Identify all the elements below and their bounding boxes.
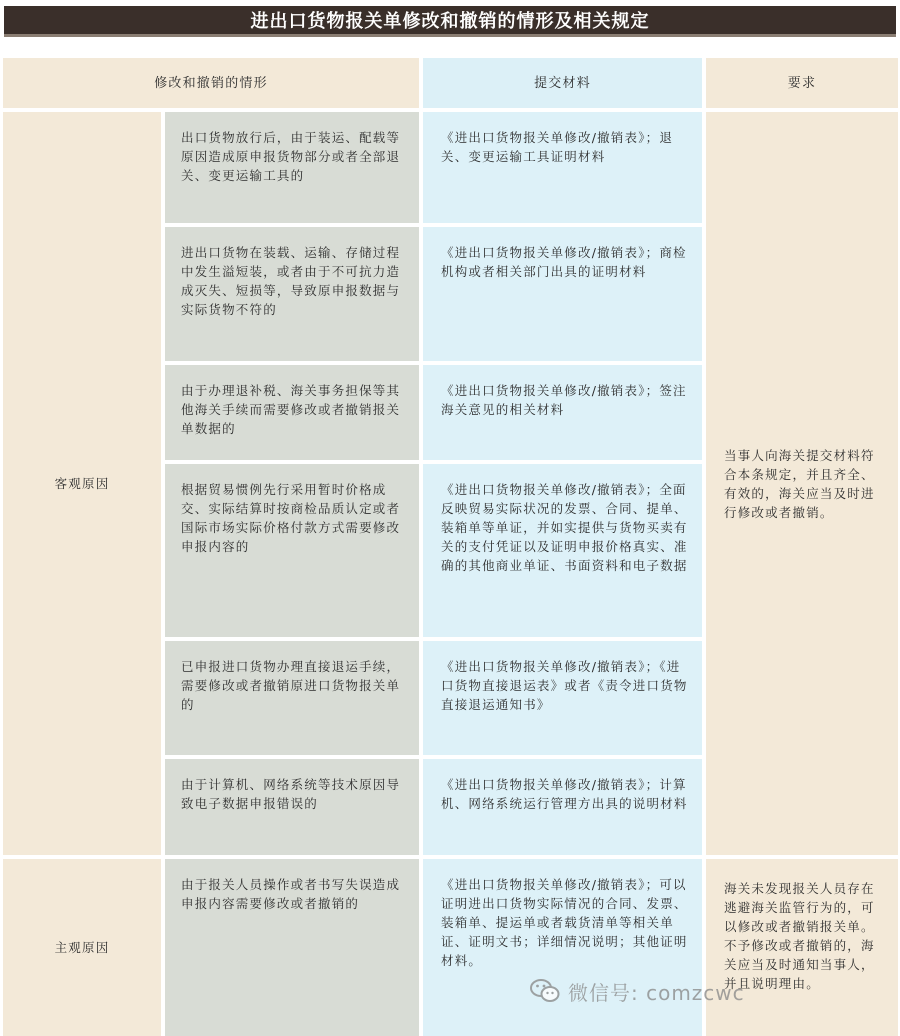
materials-row-3: 《进出口货物报关单修改/撤销表》；签注海关意见的相关材料	[423, 365, 702, 460]
situation-row-6: 由于计算机、网络系统等技术原因导致电子数据申报错误的	[165, 759, 419, 855]
header-materials-label: 提交材料	[534, 75, 591, 91]
page-title: 进出口货物报关单修改和撤销的情形及相关规定	[250, 11, 650, 32]
requirement-subjective: 海关未发现报关人员存在逃避海关监管行为的，可以修改或者撤销报关单。不予修改或者撤销的，海关应当及时通知当事人，并且说明理由。	[706, 859, 898, 1036]
header-situation-label: 修改和撤销的情形	[154, 75, 268, 91]
situation-row-4: 根据贸易惯例先行采用暂时价格成交、实际结算时按商检品质认定或者国际市场实际价格付款方式需要修改申报内容的	[165, 464, 419, 637]
header-requirement-label: 要求	[787, 75, 817, 91]
header-requirement	[706, 58, 898, 108]
situation-row-1: 出口货物放行后，由于装运、配载等原因造成原申报货物部分或者全部退关、变更运输工具的	[165, 112, 419, 223]
header-situation	[3, 58, 419, 108]
situation-subjective: 由于报关人员操作或者书写失误造成申报内容需要修改或者撤销的	[165, 859, 419, 1036]
wechat-watermark	[530, 974, 745, 1008]
category-objective-label: 客观原因	[54, 476, 110, 491]
materials-row-2: 《进出口货物报关单修改/撤销表》；商检机构或者相关部门出具的证明材料	[423, 227, 702, 361]
category-subjective-label: 主观原因	[54, 940, 110, 955]
situation-row-2: 进出口货物在装载、运输、存储过程中发生溢短装，或者由于不可抗力造成灭失、短损等，导致原申报数据与实际货物不符的	[165, 227, 419, 361]
materials-subjective: 《进出口货物报关单修改/撤销表》；可以证明进出口货物实际情况的合同、发票、装箱单、提运单或者载货清单等相关单证、证明文书；详细情况说明；其他证明材料。	[423, 859, 702, 1036]
regulation-table	[3, 58, 898, 1036]
materials-row-4: 《进出口货物报关单修改/撤销表》；全面反映贸易实际状况的发票、合同、提单、装箱单等单证，并如实提供与货物买卖有关的支付凭证以及证明申报价格真实、准确的其他商业单证、书面资料和电子数据	[423, 464, 702, 637]
situation-row-3: 由于办理退补税、海关事务担保等其他海关手续而需要修改或者撤销报关单数据的	[165, 365, 419, 460]
requirement-objective	[706, 112, 898, 855]
title-bar	[4, 6, 896, 37]
wechat-icon	[530, 978, 560, 1004]
situation-row-5: 已申报进口货物办理直接退运手续，需要修改或者撤销原进口货物报关单的	[165, 641, 419, 755]
header-materials	[423, 58, 702, 108]
category-objective	[3, 112, 161, 855]
requirement-objective-text: 当事人向海关提交材料符合本条规定，并且齐全、有效的，海关应当及时进行修改或者撤销。	[724, 447, 875, 520]
materials-row-6: 《进出口货物报关单修改/撤销表》；计算机、网络系统运行管理方出具的说明材料	[423, 759, 702, 855]
materials-row-1: 《进出口货物报关单修改/撤销表》；退关、变更运输工具证明材料	[423, 112, 702, 223]
watermark-text: 微信号: comzcwc	[568, 980, 745, 1005]
materials-row-5: 《进出口货物报关单修改/撤销表》；《进口货物直接退运表》或者《责令进口货物直接退运通知书》	[423, 641, 702, 755]
category-subjective	[3, 859, 161, 1036]
